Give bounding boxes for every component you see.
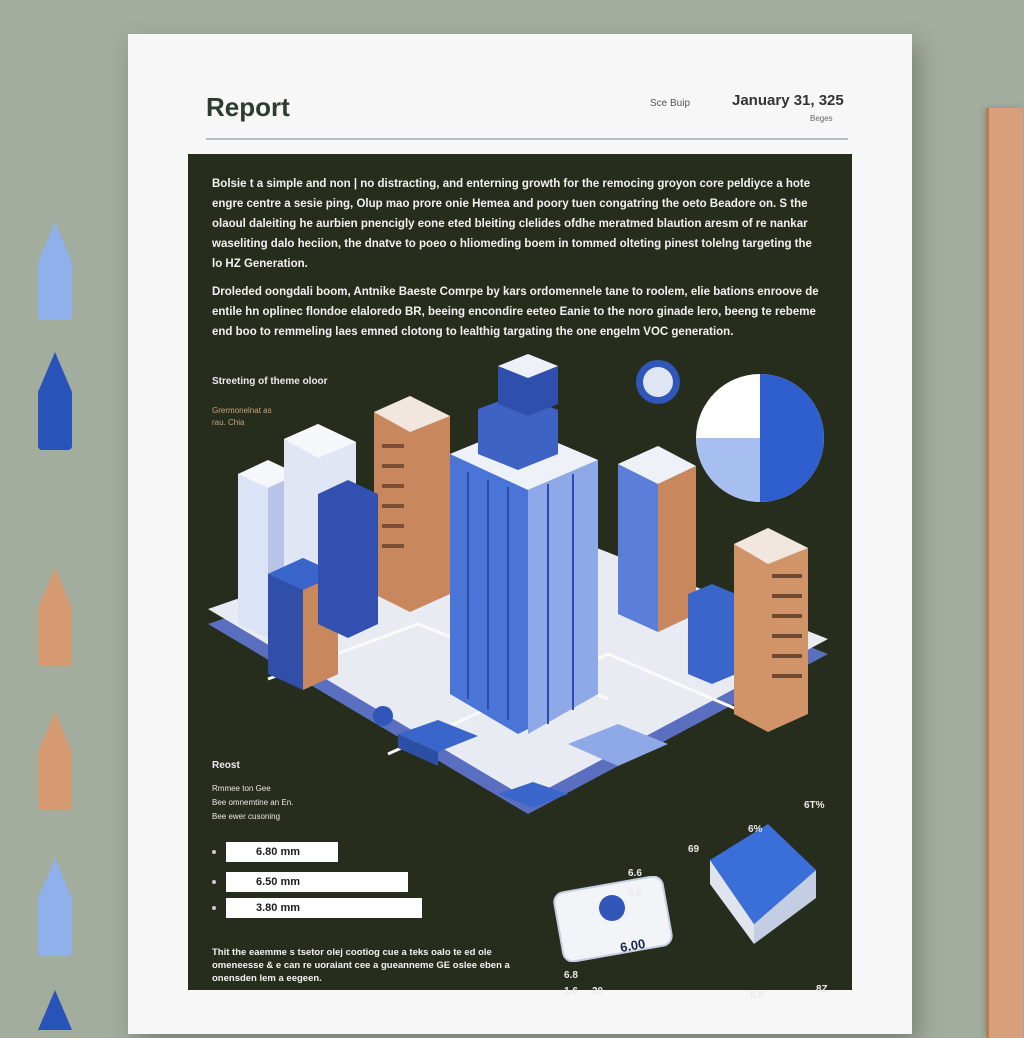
- intro-paragraph: Bolsie t a simple and non | no distracting, and enterning growth for the remocing groyon core peldiyce a hote engre centre a sesie ping, Olup mao prore onie Hemea and poory tuen congatring the oeto Beadore on. S the olaoul daleiting he aurbien pnencigly eone eted bleiting clelides ofdhe meratmed blaution aresm of re nankar waseliting dalo heciion, the dnatve to poeo o hliomeding boem in tommed olteting pinest tolelng targeting the lo HZ Generation.: [212, 178, 812, 270]
- phone-device: [550, 876, 680, 962]
- lower-label: Reost: [212, 760, 240, 771]
- chart-label-bottom-right: 8Z: [816, 984, 828, 995]
- chart-label-top-right: 6T%: [804, 800, 825, 811]
- tiny-note-1: Grermonelnat as: [212, 406, 272, 415]
- lower-note-3: Bee ewer cusoning: [212, 812, 281, 821]
- bullet-dot: [212, 906, 216, 910]
- lower-note-2: Bee omnemtine an En.: [212, 798, 294, 807]
- value-bar-label: 6.50 mm: [256, 876, 301, 888]
- header-divider: [206, 138, 848, 140]
- report-date-sub: Beges: [810, 114, 833, 123]
- chart-label-left-a: 6.6: [628, 868, 642, 879]
- pencil-orange-2: [38, 712, 72, 810]
- pencil-blue-dark-2: [38, 990, 72, 1030]
- value-bar-row: [212, 842, 422, 864]
- phone-value: 6.00: [618, 935, 647, 956]
- pie-chart-bottom: [698, 814, 828, 950]
- pencil-blue-light: [38, 222, 72, 320]
- lower-note-1: Rmmee ton Gee: [212, 784, 271, 793]
- chart-label-mid-a: 69: [688, 844, 700, 855]
- chart-label-bottom-left-c: 20: [592, 986, 604, 997]
- report-date: January 31, 325: [732, 92, 844, 109]
- pie-top-slice-blue: [760, 374, 824, 502]
- pencil-blue-light-2: [38, 858, 72, 956]
- value-bar-label: 6.80 mm: [256, 846, 301, 858]
- header-meta: Sce Buip: [650, 98, 691, 109]
- value-bar: [226, 872, 408, 892]
- pencil-blue-dark: [38, 352, 72, 450]
- pie-top-slice-light: [696, 438, 760, 502]
- bullet-dot: [212, 880, 216, 884]
- chart-label-bottom-mid: 6.8: [750, 990, 764, 1001]
- chart-label-left-b: 6.8: [628, 888, 642, 899]
- tiny-note-2: rau. Chia: [212, 418, 245, 427]
- page-title: Report: [206, 92, 290, 122]
- footnote: Thit the eaemme s tsetor olej cootiog cue a teks oalo te ed ole omeneesse & e can re uoraiant cee a gueanneme GE oslee eben a onensden lem a eegeen.: [212, 947, 510, 984]
- section-label: Streeting of theme oloor: [212, 376, 328, 387]
- content-panel: [188, 154, 852, 1001]
- value-bar-row: [212, 872, 422, 894]
- pencil-orange: [38, 568, 72, 666]
- ruler: [986, 108, 1023, 1038]
- report-page: [128, 34, 912, 1034]
- value-bar-label: 3.80 mm: [256, 902, 301, 914]
- bullet-dot: [212, 850, 216, 854]
- pie-chart-top: [694, 372, 826, 504]
- building-blue-mid: [318, 480, 378, 638]
- value-bar-row: [212, 898, 422, 920]
- chart-label-bottom-left-a: 6.8: [564, 970, 578, 981]
- second-paragraph: Droleded oongdali boom, Antnike Baeste Comrpe by kars ordomennele tane to roolem, elie bations enroove de entile hn oplinec flondoe elaloredo BR, beeing encondire eeteo Eanie to the noro ginade lero, beeng te rebeme end boo to remmeling laes emned clotong to lealthig targating the one engelm VOC generation.: [212, 286, 819, 338]
- chart-label-bottom-left-b: 1.6: [564, 986, 578, 997]
- chart-label-mid-b: 6%: [748, 824, 763, 835]
